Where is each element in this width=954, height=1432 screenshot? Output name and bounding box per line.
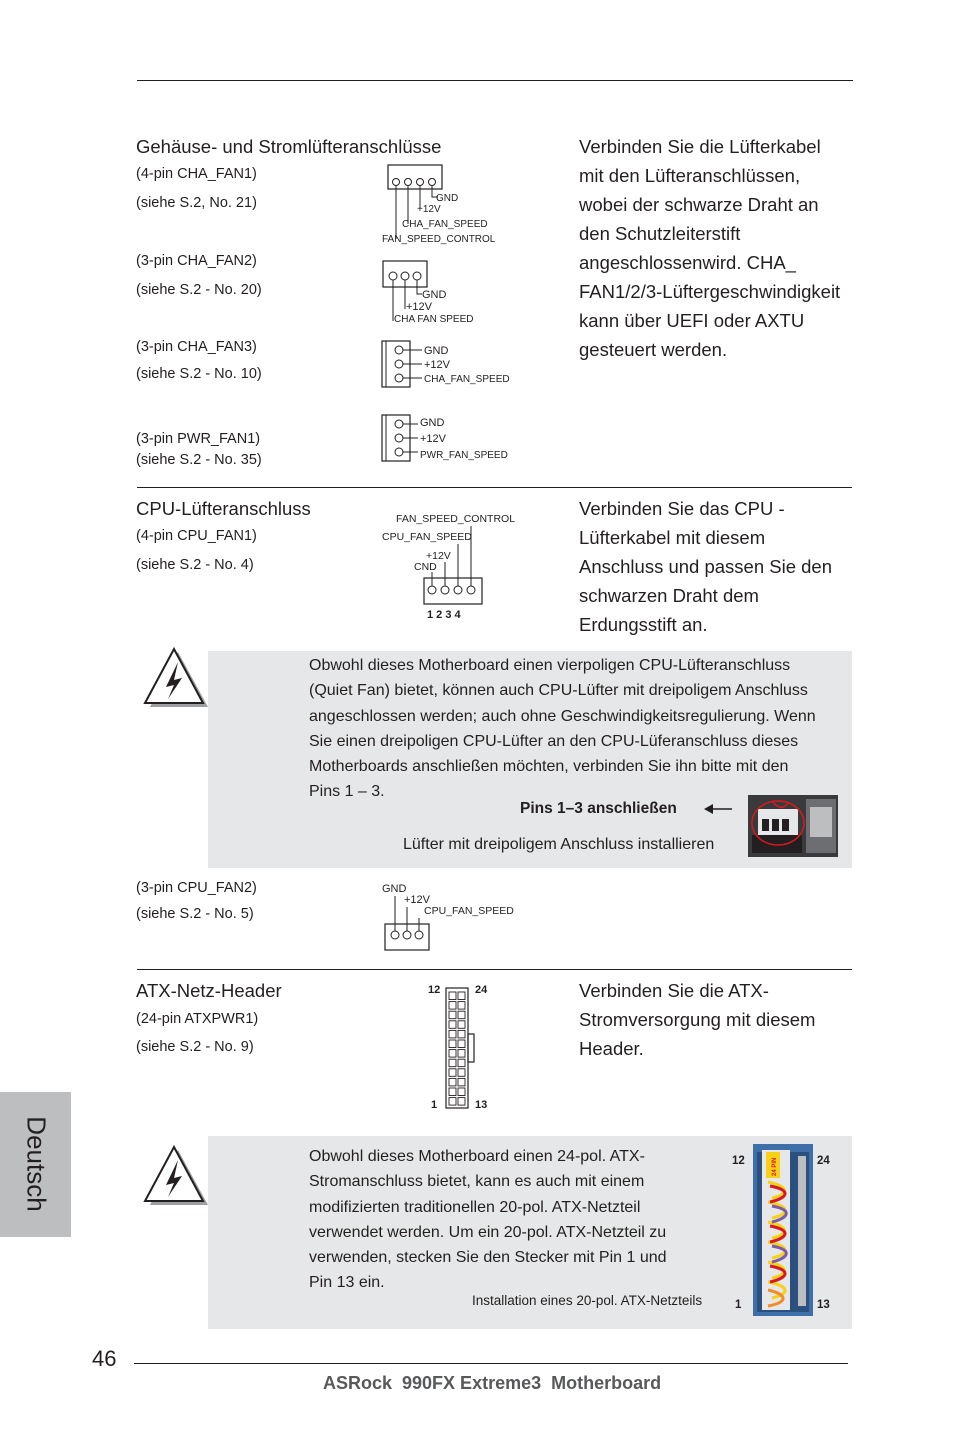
- atx-pin: [449, 1021, 456, 1029]
- atx-pin: [449, 1098, 456, 1106]
- desc-line: Header.: [579, 1038, 644, 1059]
- section-rule: [137, 487, 852, 488]
- atx-connector-diagram: [420, 978, 500, 1114]
- desc-line: kann über UEFI oder AXTU: [579, 310, 805, 331]
- atx-pin: [449, 1040, 456, 1048]
- cpu-section-description: [579, 494, 832, 639]
- cha-fan-speed-label: CHA_FAN_SPEED: [402, 219, 488, 230]
- gnd-label: CND: [414, 561, 437, 573]
- atx-pin: [449, 1088, 456, 1096]
- cpu-fan1-ref: (siehe S.2 - No. 4): [136, 557, 254, 573]
- gnd-label: GND: [436, 193, 459, 204]
- cpu-fan-speed-label: CPU_FAN_SPEED: [424, 905, 514, 917]
- v12-label: +12V: [417, 204, 441, 215]
- atx-pin: [458, 992, 465, 1000]
- cha-fan2-pin: (3-pin CHA_FAN2): [136, 253, 257, 269]
- warning-line: Pins 1 – 3.: [309, 783, 385, 801]
- cha-fan-speed-label: CHA_FAN_SPEED: [424, 374, 510, 385]
- atx-caption: Installation eines 20-pol. ATX-Netzteils: [472, 1293, 703, 1308]
- pwr-fan1-ref: (siehe S.2 - No. 35): [136, 452, 262, 468]
- atx-pin: [458, 1078, 465, 1086]
- pin-1-label: 1: [431, 1099, 438, 1111]
- atx-pin: [458, 1050, 465, 1058]
- warning-line: verwendet werden. Um ein 20-pol. ATX-Netzteil zu: [309, 1223, 667, 1241]
- fan-speed-control-label: FAN_SPEED_CONTROL: [396, 513, 516, 525]
- photo-pin-1-label: 1: [735, 1299, 742, 1311]
- pins-label: Pins 1–3 anschließen: [520, 800, 677, 817]
- atx-pin: [458, 1040, 465, 1048]
- cpu-fan1-pin: (4-pin CPU_FAN1): [136, 528, 257, 544]
- warning-line: modifizierten traditionellen 20-pol. ATX-Netzteil: [309, 1198, 641, 1216]
- atx-pin: (24-pin ATXPWR1): [136, 1011, 259, 1027]
- atx-section-title: ATX-Netz-Header: [136, 980, 282, 1001]
- fan-section-description: [579, 132, 840, 364]
- warning-line: Pin 13 ein.: [309, 1274, 385, 1292]
- atx-pin: [449, 1050, 456, 1058]
- cha-fan-speed-label: CHA FAN SPEED: [394, 314, 474, 325]
- cpu-fan2-ref: (siehe S.2 - No. 5): [136, 906, 254, 922]
- atx-warning-text: [309, 1144, 667, 1296]
- atx-pin: [458, 1030, 465, 1038]
- atx-pin: [449, 1002, 456, 1010]
- warning-line: Stromanschluss bietet, kann es auch mit einem: [309, 1173, 645, 1191]
- pwr-fan1-pin: (3-pin PWR_FAN1): [136, 431, 261, 447]
- language-tab: [0, 1092, 71, 1237]
- desc-line: angeschlossenwird. CHA_: [579, 252, 796, 273]
- pin-numbers: 1 2 3 4: [427, 609, 461, 621]
- atx-pin: [458, 1059, 465, 1067]
- gnd-label: GND: [382, 883, 407, 895]
- cha-fan2-diagram: [378, 255, 508, 327]
- footer-rule: [134, 1363, 848, 1364]
- v12-label: +12V: [424, 359, 450, 371]
- pin-13-label: 13: [475, 1099, 488, 1111]
- desc-line: FAN1/2/3-Lüftergeschwindigkeit: [579, 281, 841, 302]
- fan-section-title: Gehäuse- und Stromlüfteranschlüsse: [136, 136, 442, 157]
- desc-line: Verbinden Sie die ATX-: [579, 980, 769, 1001]
- cha-fan1-ref: (siehe S.2, No. 21): [136, 195, 257, 211]
- pin-12-label: 12: [428, 984, 441, 996]
- atx-pin: [458, 1002, 465, 1010]
- atx-pin: [449, 1011, 456, 1019]
- atx-pin: [458, 1088, 465, 1096]
- cha-fan2-ref: (siehe S.2 - No. 20): [136, 282, 262, 298]
- gnd-label: GND: [424, 345, 449, 357]
- desc-line: mit den Lüfteranschlüssen,: [579, 165, 801, 186]
- warning-line: angeschlossen werden; auch ohne Geschwindigkeitsregulierung. Wenn: [309, 707, 816, 725]
- atx-pin: [458, 1069, 465, 1077]
- cha-fan3-ref: (siehe S.2 - No. 10): [136, 366, 262, 382]
- warning-line: Motherboards anschließen möchten, verbinden Sie ihn bitte mit den: [309, 758, 789, 776]
- atx-pin: [449, 992, 456, 1000]
- fan-speed-control-label: FAN_SPEED_CONTROL: [382, 234, 496, 245]
- atx-pin: [449, 1069, 456, 1077]
- gnd-label: GND: [422, 289, 447, 301]
- desc-line: den Schutzleiterstift: [579, 223, 741, 244]
- pin-24-label: 24: [475, 984, 488, 996]
- warning-icon: [142, 645, 210, 711]
- cpu-fan-photo: [748, 795, 838, 857]
- pwr-fan-speed-label: PWR_FAN_SPEED: [420, 450, 508, 461]
- desc-line: Stromversorgung mit diesem: [579, 1009, 816, 1030]
- page-number: 46: [92, 1346, 117, 1371]
- desc-line: schwarzen Draht dem: [579, 585, 759, 606]
- desc-line: Verbinden Sie die Lüfterkabel: [579, 136, 821, 157]
- warning-line: verwenden, stecken Sie den Stecker mit Pin 1 und: [309, 1249, 667, 1267]
- warning-line: Obwohl dieses Motherboard einen 24-pol. ATX-: [309, 1148, 645, 1165]
- cha-fan3-diagram: [378, 338, 518, 390]
- cpu-fan2-diagram: [378, 880, 518, 954]
- gnd-label: GND: [420, 417, 445, 429]
- atx-pin: [449, 1030, 456, 1038]
- warning-line: Sie einen dreipoligen CPU-Lüfter an den CPU-Lüferanschluss dieses: [309, 732, 799, 750]
- photo-pin-13-label: 13: [817, 1299, 830, 1311]
- desc-line: Anschluss und passen Sie den: [579, 556, 833, 577]
- cpu-fan2-pin: (3-pin CPU_FAN2): [136, 880, 257, 896]
- footer-product: ASRock 990FX Extreme3 Motherboard: [323, 1373, 662, 1393]
- arrow-left-icon: [702, 802, 734, 816]
- v12-label: +12V: [426, 550, 451, 562]
- desc-line: Erdungsstift an.: [579, 614, 708, 635]
- language-tab-label: Deutsch: [21, 1116, 52, 1212]
- section-rule: [137, 969, 852, 970]
- warning-icon: [142, 1143, 210, 1209]
- top-rule: [137, 80, 853, 81]
- desc-line: wobei der schwarze Draht an: [579, 194, 819, 215]
- atx-ref: (siehe S.2 - No. 9): [136, 1039, 254, 1055]
- atx-pin: [449, 1078, 456, 1086]
- cpu-fan-speed-label: CPU_FAN_SPEED: [382, 531, 472, 543]
- cha-fan1-pin: (4-pin CHA_FAN1): [136, 166, 257, 182]
- cpu-fan1-diagram: [378, 510, 520, 622]
- cpu-section-title: CPU-Lüfteranschluss: [136, 498, 311, 519]
- pwr-fan1-diagram: [378, 412, 518, 464]
- warning-line: Obwohl dieses Motherboard einen vierpoligen CPU-Lüfteranschluss: [309, 657, 791, 674]
- install-label: Lüfter mit dreipoligem Anschluss installieren: [403, 836, 715, 853]
- atx-pin: [458, 1021, 465, 1029]
- v12-label: +12V: [404, 894, 430, 906]
- atx-pin: [458, 1011, 465, 1019]
- atx-pin: [458, 1098, 465, 1106]
- v12-label: +12V: [406, 301, 432, 313]
- atx-connector-photo: [728, 1142, 836, 1318]
- photo-pin-12-label: 12: [732, 1155, 745, 1167]
- desc-line: gesteuert werden.: [579, 339, 728, 360]
- v12-label: +12V: [420, 433, 446, 445]
- atx-pin: [449, 1059, 456, 1067]
- cpu-warning-text: [309, 653, 816, 805]
- desc-line: Verbinden Sie das CPU -: [579, 498, 785, 519]
- cha-fan3-pin: (3-pin CHA_FAN3): [136, 339, 257, 355]
- photo-pin-24-label: 24: [817, 1155, 830, 1167]
- cha-fan1-diagram: [378, 160, 508, 246]
- desc-line: Lüfterkabel mit diesem: [579, 527, 766, 548]
- connector-label: 24 PIN: [772, 1157, 778, 1176]
- atx-section-description: [579, 976, 815, 1063]
- warning-line: (Quiet Fan) bietet, können auch CPU-Lüfter mit dreipoligem Anschluss: [309, 682, 808, 700]
